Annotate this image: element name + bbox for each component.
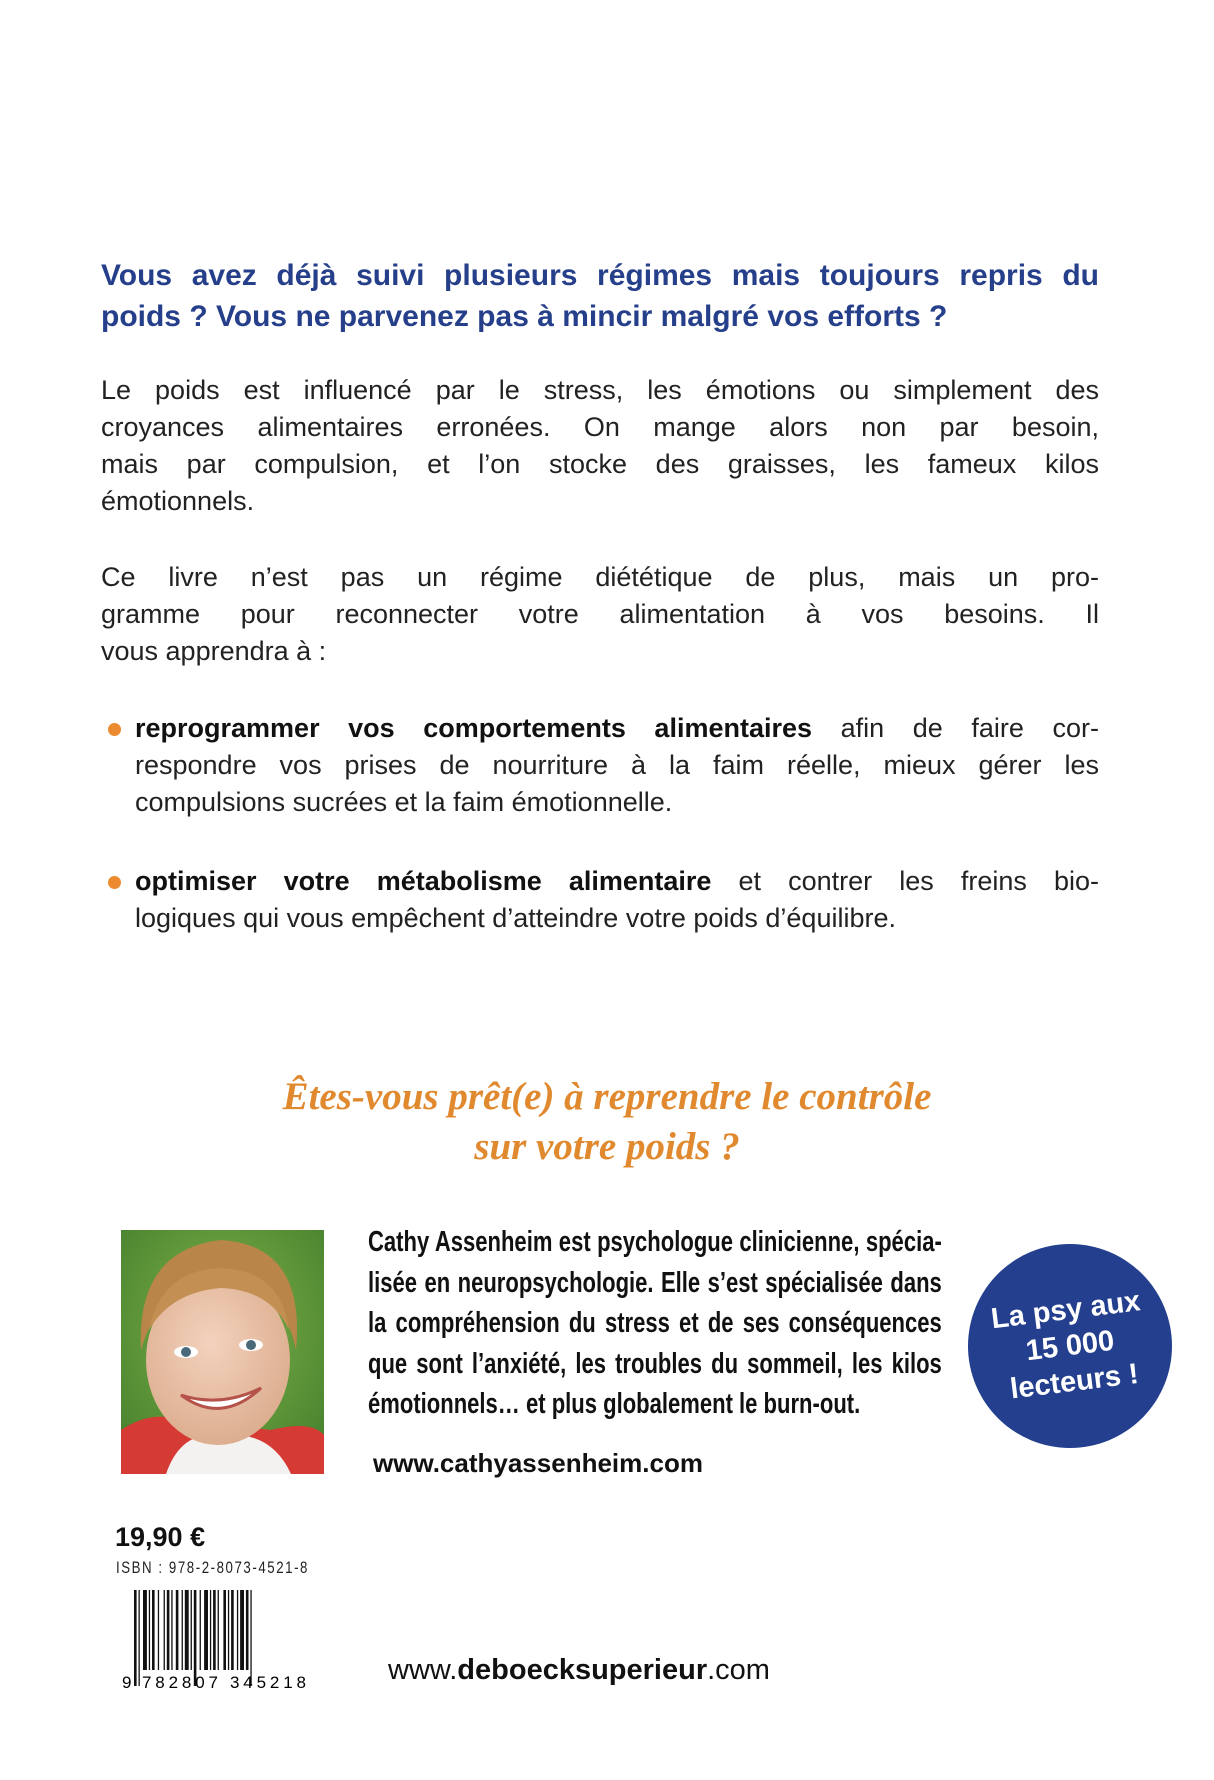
barcode-bar xyxy=(176,1590,179,1670)
paragraph-line: croyances alimentaires erronées. On mange alors non par besoin, xyxy=(101,412,1099,442)
isbn: ISBN : 978-2-8073-4521-8 xyxy=(116,1558,309,1577)
bullet-line xyxy=(135,710,1099,747)
badge-line: 15 000 xyxy=(1024,1324,1116,1368)
bullet-dot-icon xyxy=(108,723,121,736)
publisher-suffix: .com xyxy=(707,1654,770,1686)
barcode-bar xyxy=(237,1590,238,1670)
headline-line: Vous avez déjà suivi plusieurs régimes mais toujours repris du xyxy=(101,259,1099,292)
badge-line: lecteurs ! xyxy=(1008,1357,1141,1406)
barcode-bar xyxy=(213,1590,216,1670)
barcode-digits-right: 345218 xyxy=(230,1673,306,1690)
paragraph-line: émotionnels. xyxy=(101,486,255,516)
barcode-digit-lead: 9 xyxy=(122,1673,132,1690)
tagline xyxy=(0,1072,1214,1172)
barcode-bar xyxy=(143,1590,147,1670)
bullet-dot-icon xyxy=(108,876,121,889)
tagline-line: sur votre poids ? xyxy=(474,1125,740,1168)
bullet-text: afin de faire cor- xyxy=(812,713,1099,743)
paragraph-line: gramme pour reconnecter votre alimentation à vos besoins. Il xyxy=(101,599,1099,629)
author-bio xyxy=(368,1222,942,1425)
barcode-bar xyxy=(149,1590,150,1670)
barcode-bar xyxy=(200,1590,201,1670)
publisher-prefix: www. xyxy=(388,1654,458,1686)
paragraph-line: mais par compulsion, et l’on stocke des graisses, les fameux kilos xyxy=(101,449,1099,479)
bullet-line xyxy=(135,863,1099,900)
barcode-bar xyxy=(218,1590,219,1670)
bio-line: lisée en neuropsychologie. Elle s’est spécialisée dans xyxy=(368,1266,942,1299)
intro-paragraph xyxy=(101,372,1099,520)
barcode-bar xyxy=(246,1590,249,1670)
paragraph-line: Ce livre n’est pas un régime diététique de plus, mais un pro- xyxy=(101,562,1099,592)
barcode-bar xyxy=(152,1590,155,1670)
barcode-bar xyxy=(167,1590,170,1670)
barcode-bar xyxy=(250,1590,251,1686)
price: 19,90 € xyxy=(115,1522,206,1552)
bio-line: émotionnels… et plus globalement le burn-out. xyxy=(368,1388,861,1420)
barcode-bar xyxy=(158,1590,159,1670)
paragraph-line: vous apprendra à : xyxy=(101,636,327,666)
barcode-bar xyxy=(139,1590,140,1686)
publisher-website-link[interactable] xyxy=(388,1654,770,1687)
bio-line: Cathy Assenheim est psychologue clinicienne, spécia- xyxy=(368,1226,942,1258)
bio-line: la compréhension du stress et de ses conséquences xyxy=(368,1307,942,1339)
barcode-bar xyxy=(171,1590,172,1670)
headline xyxy=(101,255,1099,337)
barcode-bar xyxy=(228,1590,229,1670)
badge-line: La psy aux xyxy=(989,1285,1142,1336)
barcode-digits-left: 782807 xyxy=(142,1673,218,1690)
barcode-bar xyxy=(223,1590,226,1670)
bullet-line: respondre vos prises de nourriture à la faim réelle, mieux gérer les xyxy=(135,750,1099,780)
barcode xyxy=(120,1590,320,1690)
barcode-bar xyxy=(194,1590,197,1686)
barcode-bar xyxy=(185,1590,189,1670)
bullet-text: et contrer les freins bio- xyxy=(711,866,1099,896)
barcode-bars xyxy=(134,1590,252,1686)
bullet-bold: reprogrammer vos comportements alimentaires xyxy=(135,713,813,743)
barcode-bar xyxy=(231,1590,234,1670)
barcode-bar xyxy=(182,1590,183,1670)
readers-badge xyxy=(968,1244,1172,1448)
barcode-bar xyxy=(240,1590,244,1670)
publisher-name: deboecksuperieur xyxy=(457,1654,708,1686)
bullet-item xyxy=(135,710,1099,821)
barcode-bar xyxy=(204,1590,208,1670)
bullet-item xyxy=(135,863,1099,937)
author-website-link[interactable]: www.cathyassenheim.com xyxy=(373,1448,703,1478)
bullet-line: compulsions sucrées et la faim émotionnelle. xyxy=(135,787,673,817)
book-paragraph xyxy=(101,559,1099,670)
author-photo xyxy=(121,1230,324,1474)
bullet-line: logiques qui vous empêchent d’atteindre votre poids d’équilibre. xyxy=(135,903,896,933)
barcode-bar xyxy=(191,1590,192,1670)
bullet-bold: optimiser votre métabolisme alimentaire xyxy=(135,866,712,896)
barcode-bar xyxy=(164,1590,165,1670)
headline-line: poids ? Vous ne parvenez pas à mincir malgré vos efforts ? xyxy=(101,300,948,333)
bio-line: que sont l’anxiété, les troubles du sommeil, les kilos xyxy=(368,1347,942,1380)
barcode-bar xyxy=(134,1590,137,1686)
tagline-line: Êtes-vous prêt(e) à reprendre le contrôle xyxy=(282,1075,932,1118)
paragraph-line: Le poids est influencé par le stress, les émotions ou simplement des xyxy=(101,375,1099,405)
barcode-bar xyxy=(210,1590,211,1670)
